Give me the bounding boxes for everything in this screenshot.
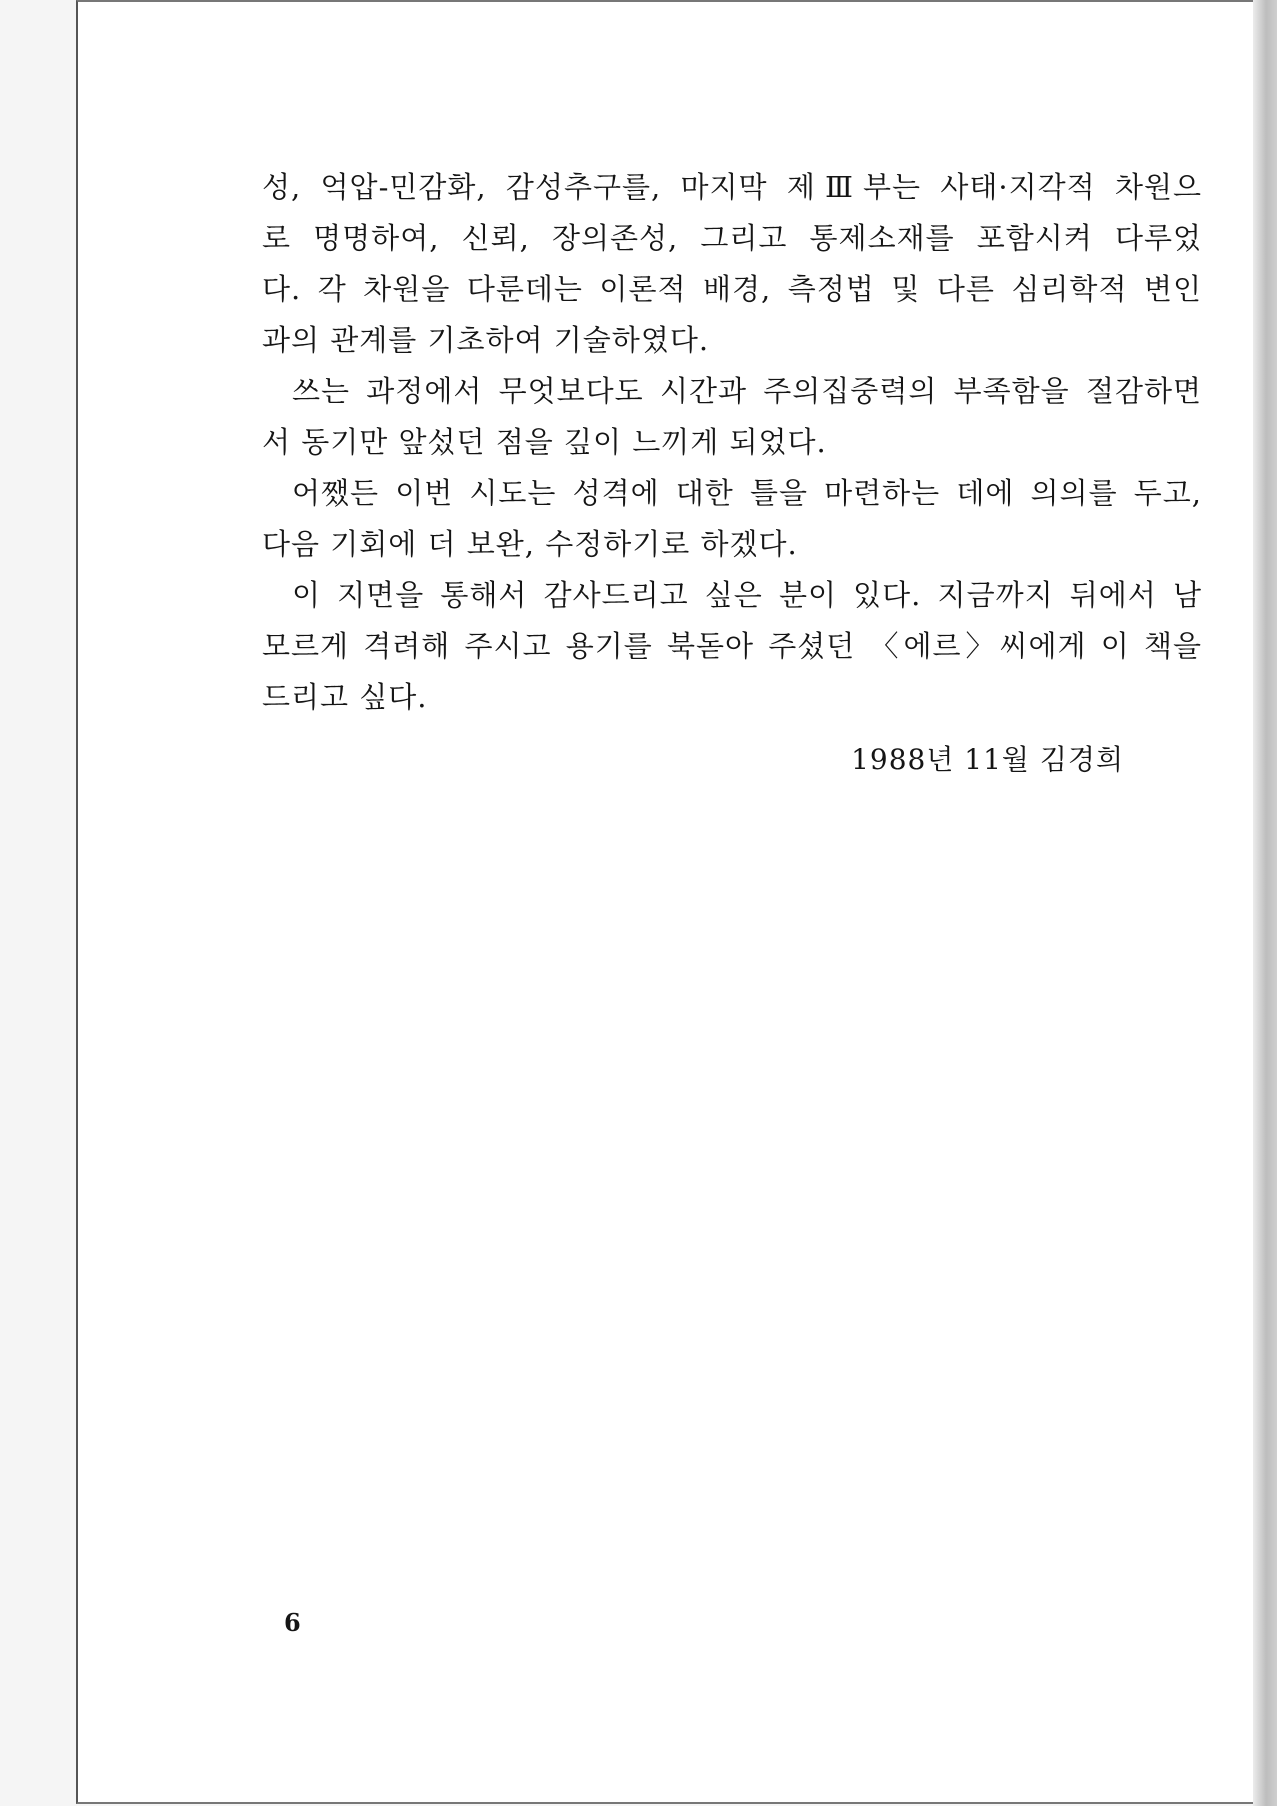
- text-line: 모르게 격려해 주시고 용기를 북돋아 주셨던 〈에르〉씨에게 이 책을: [262, 629, 1202, 663]
- text-line: 과의 관계를 기초하여 기술하였다.: [262, 323, 710, 357]
- text-line: 다. 각 차원을 다룬데는 이론적 배경, 측정법 및 다른 심리학적 변인: [262, 272, 1202, 306]
- text-line: 드리고 싶다.: [262, 680, 428, 714]
- page-number: 6: [284, 1608, 301, 1637]
- page-edge-shadow: [1253, 0, 1277, 1806]
- text-line: 로 명명하여, 신뢰, 장의존성, 그리고 통제소재를 포함시켜 다루었: [262, 221, 1202, 255]
- paragraph-start-line: 어쨌든 이번 시도는 성격에 대한 틀을 마련하는 데에 의의를 두고,: [292, 476, 1202, 510]
- text-line: 서 동기만 앞섰던 점을 깊이 느끼게 되었다.: [262, 425, 827, 459]
- book-page: [76, 0, 1256, 1804]
- preface-text: [262, 162, 1202, 723]
- paragraph-start-line: 쓰는 과정에서 무엇보다도 시간과 주의집중력의 부족함을 절감하면: [292, 374, 1202, 408]
- text-line: 성, 억압-민감화, 감성추구를, 마지막 제Ⅲ부는 사태·지각적 차원으: [262, 170, 1202, 204]
- paragraph-start-line: 이 지면을 통해서 감사드리고 싶은 분이 있다. 지금까지 뒤에서 남: [292, 578, 1202, 612]
- author-signature: 1988년 11월 김경희: [851, 743, 1124, 776]
- text-line: 다음 기회에 더 보완, 수정하기로 하겠다.: [262, 527, 798, 561]
